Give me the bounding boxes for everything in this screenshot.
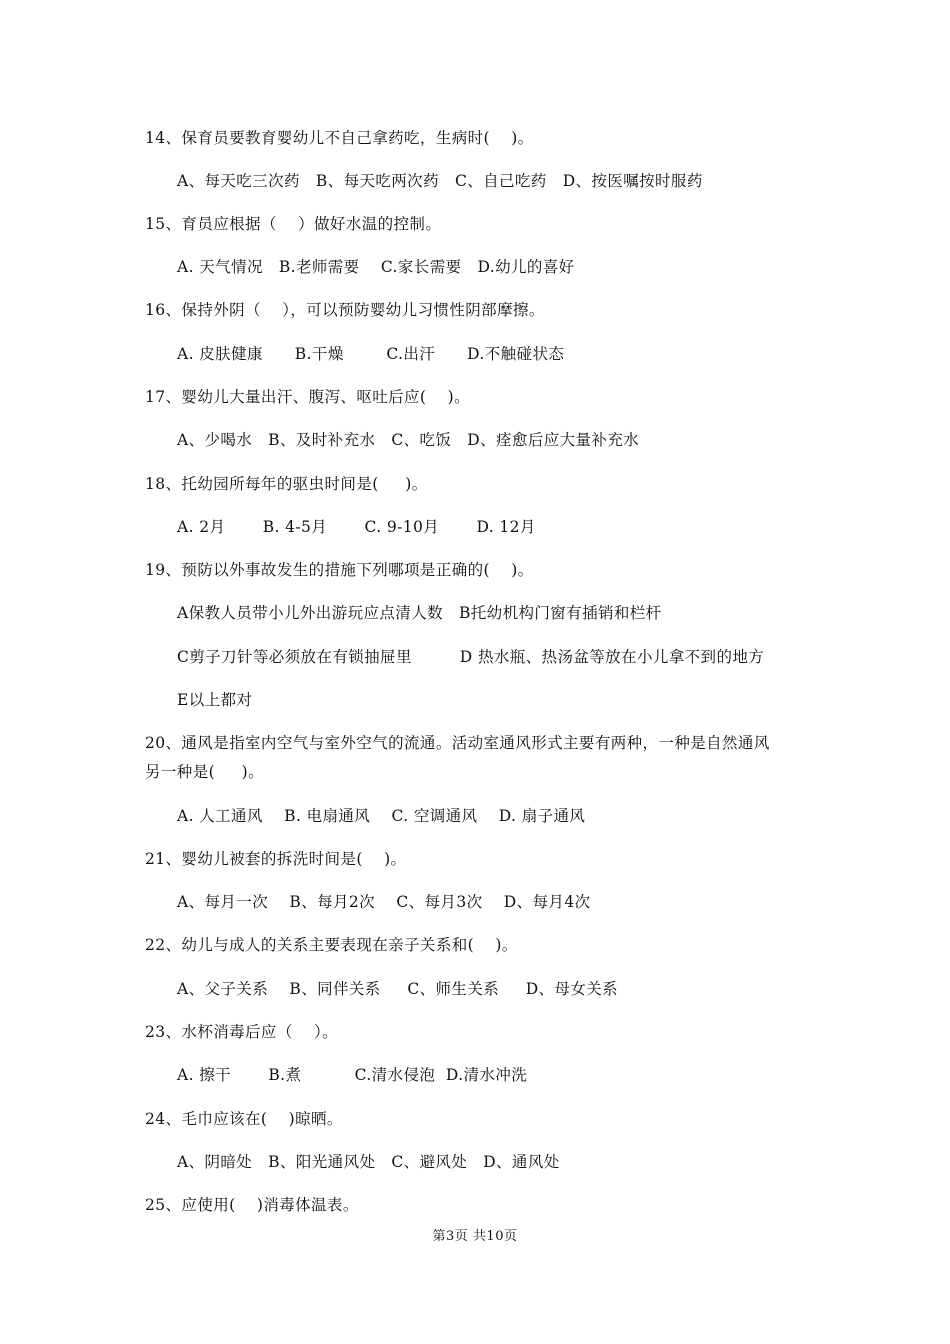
question-19-options-line-3: E以上都对: [177, 691, 253, 709]
page-number-footer: 第3页 共10页: [432, 1229, 518, 1244]
question-24-options: A、阴暗处 B、阳光通风处 C、避风处 D、通风处: [177, 1153, 560, 1171]
question-17-stem: 17、婴幼儿大量出汗、腹泻、呕吐后应( )。: [145, 388, 471, 406]
question-23-options: A. 擦干 B.煮 C.清水侵泡 D.清水冲洗: [177, 1066, 528, 1084]
question-15-options: A. 天气情况 B.老师需要 C.家长需要 D.幼儿的喜好: [177, 258, 575, 276]
question-18-options: A. 2月 B. 4-5月 C. 9-10月 D. 12月: [177, 518, 536, 536]
question-22-stem: 22、幼儿与成人的关系主要表现在亲子关系和( )。: [145, 936, 518, 954]
question-18-stem: 18、托幼园所每年的驱虫时间是( )。: [145, 475, 428, 493]
question-14-options: A、每天吃三次药 B、每天吃两次药 C、自己吃药 D、按医嘱按时服药: [177, 172, 703, 190]
question-19-stem: 19、预防以外事故发生的措施下列哪项是正确的( )。: [145, 561, 534, 579]
question-15-stem: 15、育员应根据（ ）做好水温的控制。: [145, 215, 442, 233]
question-19-options-line-2: C剪子刀针等必须放在有锁抽屉里 D 热水瓶、热汤盆等放在小儿拿不到的地方: [177, 648, 765, 666]
question-16-options: A. 皮肤健康 B.干燥 C.出汗 D.不触碰状态: [177, 345, 565, 363]
question-16-stem: 16、保持外阴（ ），可以预防婴幼儿习惯性阴部摩擦。: [145, 301, 545, 319]
question-20-stem: 20、通风是指室内空气与室外空气的流通。活动室通风形式主要有两种，一种是自然通风: [145, 734, 770, 752]
question-25-stem: 25、应使用( )消毒体温表。: [145, 1196, 359, 1214]
question-21-options: A、每月一次 B、每月2次 C、每月3次 D、每月4次: [177, 893, 591, 911]
question-20-options: A. 人工通风 B. 电扇通风 C. 空调通风 D. 扇子通风: [177, 807, 586, 825]
question-23-stem: 23、水杯消毒后应（ ）。: [145, 1023, 339, 1041]
question-21-stem: 21、婴幼儿被套的拆洗时间是( )。: [145, 850, 407, 868]
question-19-options: A保教人员带小儿外出游玩应点清人数 B托幼机构门窗有插销和栏杆: [177, 604, 662, 622]
question-20-stem-continued: 另一种是( )。: [145, 763, 265, 781]
question-14-stem: 14、保育员要教育婴幼儿不自己拿药吃，生病时( )。: [145, 129, 534, 147]
question-17-options: A、少喝水 B、及时补充水 C、吃饭 D、痊愈后应大量补充水: [177, 431, 640, 449]
question-22-options: A、父子关系 B、同伴关系 C、师生关系 D、母女关系: [177, 980, 619, 998]
question-24-stem: 24、毛巾应该在( )晾晒。: [145, 1110, 343, 1128]
